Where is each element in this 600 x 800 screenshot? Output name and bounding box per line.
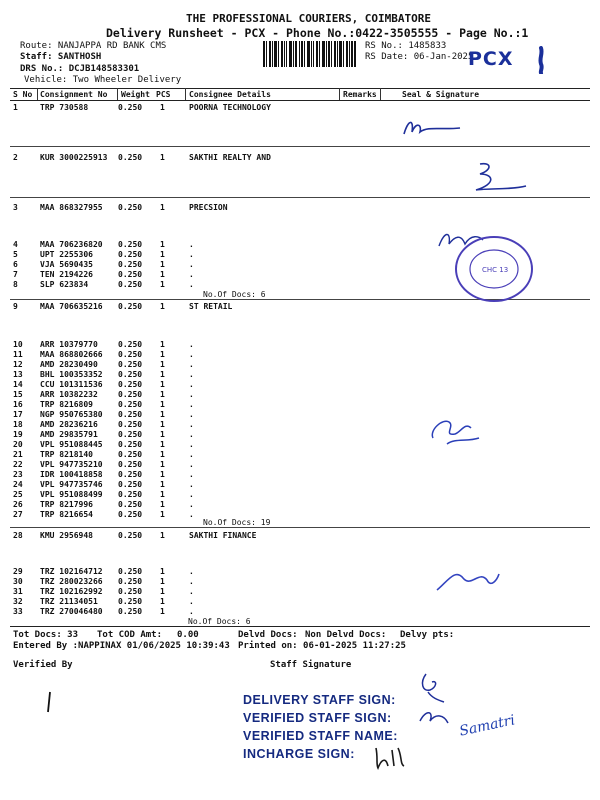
table-row	[0, 450, 600, 460]
row-consignment: VJA 5690435	[40, 260, 93, 269]
row-weight: 0.250	[118, 350, 143, 359]
row-weight: 0.250	[118, 203, 143, 212]
table-row	[0, 440, 600, 450]
row-detail: .	[189, 450, 194, 459]
ink-mark	[534, 46, 548, 78]
row-pcs: 1	[160, 460, 165, 469]
row-consignment: TRZ 102162992	[40, 587, 103, 596]
table-row	[0, 340, 600, 350]
row-weight: 0.250	[118, 450, 143, 459]
row-consignment: TRP 730588	[40, 103, 89, 112]
total-cod-label: Tot COD Amt:	[97, 630, 163, 640]
table-row	[0, 350, 600, 360]
company-seal	[452, 233, 538, 309]
stamp-verified-staff-name: VERIFIED STAFF NAME:	[243, 729, 398, 743]
row-pcs: 1	[160, 480, 165, 489]
row-consignment: KMU 2956948	[40, 531, 93, 540]
printed-on: Printed on: 06-01-2025 11:27:25	[238, 641, 406, 651]
row-pcs: 1	[160, 577, 165, 586]
row-consignment: TRZ 102164712	[40, 567, 103, 576]
row-sno: 5	[13, 250, 18, 259]
row-sno: 16	[13, 400, 23, 409]
row-consignment: TRP 8218140	[40, 450, 93, 459]
col-details: Consignee Details	[189, 90, 271, 99]
row-pcs: 1	[160, 340, 165, 349]
table-row	[0, 607, 600, 617]
row-consignment: KUR 3000225913	[40, 153, 108, 162]
row-weight: 0.250	[118, 410, 143, 419]
docs-count: No.Of Docs: 6	[203, 290, 266, 299]
row-detail: .	[189, 340, 194, 349]
row-consignment: UPT 2255306	[40, 250, 93, 259]
row-sno: 23	[13, 470, 23, 479]
col-remarks: Remarks	[343, 90, 377, 99]
row-sno: 20	[13, 440, 23, 449]
row-pcs: 1	[160, 607, 165, 616]
row-weight: 0.250	[118, 153, 143, 162]
row-consignment: ARR 10382232	[40, 390, 98, 399]
row-pcs: 1	[160, 370, 165, 379]
docs-count: No.Of Docs: 6	[188, 617, 251, 626]
total-docs: Tot Docs: 33	[13, 630, 79, 640]
row-pcs: 1	[160, 430, 165, 439]
row-weight: 0.250	[118, 390, 143, 399]
row-detail: .	[189, 350, 194, 359]
row-weight: 0.250	[118, 430, 143, 439]
row-detail: .	[189, 410, 194, 419]
row-detail: .	[189, 597, 194, 606]
row-sno: 10	[13, 340, 23, 349]
table-row	[0, 103, 600, 113]
row-detail: .	[189, 380, 194, 389]
row-detail: .	[189, 577, 194, 586]
signature-row-17	[427, 408, 487, 452]
table-row	[0, 410, 600, 420]
row-consignment: AMD 28236216	[40, 420, 98, 429]
row-weight: 0.250	[118, 577, 143, 586]
table-row	[0, 380, 600, 390]
row-weight: 0.250	[118, 567, 143, 576]
table-row	[0, 203, 600, 213]
row-sno: 8	[13, 280, 18, 289]
row-consignment: VPL 951088499	[40, 490, 103, 499]
row-consignment: TRZ 280023266	[40, 577, 103, 586]
row-consignment: MAA 706236820	[40, 240, 103, 249]
row-detail: .	[189, 280, 194, 289]
row-consignment: TRP 8216654	[40, 510, 93, 519]
signature-row-2	[470, 160, 530, 200]
row-sno: 33	[13, 607, 23, 616]
row-consignment: ARR 10379770	[40, 340, 98, 349]
row-sno: 12	[13, 360, 23, 369]
table-header	[0, 90, 600, 100]
col-divider	[339, 88, 340, 100]
row-sno: 31	[13, 587, 23, 596]
row-detail: .	[189, 500, 194, 509]
row-pcs: 1	[160, 280, 165, 289]
row-consignment: TRP 8216809	[40, 400, 93, 409]
row-weight: 0.250	[118, 480, 143, 489]
staff-signature-label: Staff Signature	[270, 660, 352, 670]
signature-row-29	[433, 560, 503, 608]
row-pcs: 1	[160, 597, 165, 606]
table-row	[0, 587, 600, 597]
col-divider	[380, 88, 381, 100]
row-detail: .	[189, 430, 194, 439]
group-rule	[10, 146, 590, 147]
barcode	[263, 41, 357, 67]
row-sno: 9	[13, 302, 18, 311]
row-sno: 19	[13, 430, 23, 439]
col-divider	[37, 88, 38, 100]
row-pcs: 1	[160, 400, 165, 409]
row-pcs: 1	[160, 350, 165, 359]
row-detail: .	[189, 587, 194, 596]
row-pcs: 1	[160, 490, 165, 499]
row-sno: 32	[13, 597, 23, 606]
row-detail: .	[189, 480, 194, 489]
row-weight: 0.250	[118, 302, 143, 311]
row-pcs: 1	[160, 531, 165, 540]
row-pcs: 1	[160, 250, 165, 259]
signature-row-1	[400, 112, 470, 146]
company-name: THE PROFESSIONAL COURIERS, COIMBATORE	[186, 12, 432, 25]
table-row	[0, 470, 600, 480]
row-pcs: 1	[160, 510, 165, 519]
row-detail: .	[189, 270, 194, 279]
row-weight: 0.250	[118, 240, 143, 249]
row-sno: 14	[13, 380, 23, 389]
row-detail: .	[189, 440, 194, 449]
row-sno: 27	[13, 510, 23, 519]
row-detail: SAKTHI REALTY AND	[189, 153, 271, 162]
verified-by-signature	[44, 690, 56, 718]
row-consignment: IDR 100418858	[40, 470, 103, 479]
delivered-docs: Delvd Docs:	[238, 630, 298, 640]
row-pcs: 1	[160, 500, 165, 509]
row-pcs: 1	[160, 420, 165, 429]
row-sno: 29	[13, 567, 23, 576]
table-row	[0, 420, 600, 430]
row-consignment: MAA 868802666	[40, 350, 103, 359]
delivery-staff-signature	[418, 672, 448, 710]
row-detail: ST RETAIL	[189, 302, 233, 311]
table-row	[0, 597, 600, 607]
row-sno: 18	[13, 420, 23, 429]
row-pcs: 1	[160, 270, 165, 279]
staff-label: Staff: SANTHOSH	[20, 52, 102, 62]
row-consignment: VPL 947735746	[40, 480, 103, 489]
row-detail: .	[189, 420, 194, 429]
row-sno: 25	[13, 490, 23, 499]
row-weight: 0.250	[118, 510, 143, 519]
row-weight: 0.250	[118, 250, 143, 259]
row-weight: 0.250	[118, 370, 143, 379]
row-pcs: 1	[160, 103, 165, 112]
row-sno: 24	[13, 480, 23, 489]
row-detail: POORNA TECHNOLOGY	[189, 103, 271, 112]
row-pcs: 1	[160, 567, 165, 576]
seal-text: CHC 13	[482, 266, 509, 274]
drs-number: DRS No.: DCJB148583301	[20, 64, 140, 74]
stamp-incharge-sign: INCHARGE SIGN:	[243, 747, 355, 761]
table-top-rule	[10, 88, 590, 89]
row-detail: .	[189, 490, 194, 499]
row-detail: .	[189, 460, 194, 469]
row-detail: .	[189, 400, 194, 409]
table-row	[0, 480, 600, 490]
table-row	[0, 370, 600, 380]
row-pcs: 1	[160, 410, 165, 419]
row-pcs: 1	[160, 302, 165, 311]
table-row	[0, 390, 600, 400]
page-title: Delivery Runsheet - PCX - Phone No.:0422-3505555 - Page No.:1	[106, 26, 529, 40]
row-weight: 0.250	[118, 260, 143, 269]
row-detail: .	[189, 510, 194, 519]
header-rule	[10, 100, 590, 101]
table-row	[0, 577, 600, 587]
row-weight: 0.250	[118, 440, 143, 449]
row-sno: 4	[13, 240, 18, 249]
col-sno: S No	[13, 90, 33, 99]
row-weight: 0.250	[118, 460, 143, 469]
col-consignment: Consignment No	[40, 90, 108, 99]
row-consignment: VPL 951088445	[40, 440, 103, 449]
row-weight: 0.250	[118, 587, 143, 596]
row-pcs: 1	[160, 153, 165, 162]
table-row	[0, 567, 600, 577]
row-sno: 22	[13, 460, 23, 469]
row-detail: SAKTHI FINANCE	[189, 531, 257, 540]
row-consignment: AMD 29835791	[40, 430, 98, 439]
row-sno: 30	[13, 577, 23, 586]
row-detail: .	[189, 470, 194, 479]
row-pcs: 1	[160, 240, 165, 249]
row-detail: .	[189, 567, 194, 576]
row-consignment: AMD 28230490	[40, 360, 98, 369]
incharge-signature	[372, 742, 408, 776]
row-consignment: TEN 2194226	[40, 270, 93, 279]
table-row	[0, 430, 600, 440]
pcx-stamp: PCX	[468, 48, 514, 70]
rs-date: RS Date: 06-Jan-2025	[365, 52, 474, 62]
row-weight: 0.250	[118, 340, 143, 349]
row-weight: 0.250	[118, 607, 143, 616]
row-sno: 1	[13, 103, 18, 112]
row-sno: 15	[13, 390, 23, 399]
docs-count: No.Of Docs: 19	[203, 518, 271, 527]
row-consignment: BHL 100353352	[40, 370, 103, 379]
row-sno: 26	[13, 500, 23, 509]
rs-number: RS No.: 1485833	[365, 41, 447, 51]
verified-by: Verified By	[13, 660, 73, 670]
row-weight: 0.250	[118, 270, 143, 279]
row-pcs: 1	[160, 587, 165, 596]
row-pcs: 1	[160, 360, 165, 369]
row-sno: 11	[13, 350, 23, 359]
group-rule	[10, 527, 590, 528]
row-detail: .	[189, 370, 194, 379]
table-row	[0, 400, 600, 410]
row-weight: 0.250	[118, 280, 143, 289]
row-sno: 6	[13, 260, 18, 269]
row-pcs: 1	[160, 450, 165, 459]
col-weight: Weight	[121, 90, 150, 99]
table-row	[0, 531, 600, 541]
row-detail: .	[189, 607, 194, 616]
col-divider	[117, 88, 118, 100]
row-detail: .	[189, 260, 194, 269]
delivery-points: Delvy pts:	[400, 630, 455, 640]
row-consignment: NGP 950765380	[40, 410, 103, 419]
row-sno: 3	[13, 203, 18, 212]
non-delivered-docs: Non Delvd Docs:	[305, 630, 387, 640]
handwritten-staff-name: Samatri	[457, 712, 517, 740]
row-sno: 7	[13, 270, 18, 279]
row-sno: 13	[13, 370, 23, 379]
table-row	[0, 490, 600, 500]
row-pcs: 1	[160, 203, 165, 212]
row-consignment: CCU 101311536	[40, 380, 103, 389]
total-cod-value: 0.00	[177, 630, 199, 640]
row-sno: 21	[13, 450, 23, 459]
row-consignment: SLP 623834	[40, 280, 89, 289]
row-weight: 0.250	[118, 420, 143, 429]
row-weight: 0.250	[118, 531, 143, 540]
row-consignment: MAA 706635216	[40, 302, 103, 311]
row-detail: .	[189, 390, 194, 399]
col-seal: Seal & Signature	[402, 90, 480, 99]
stamp-delivery-staff-sign: DELIVERY STAFF SIGN:	[243, 693, 396, 707]
table-row	[0, 510, 600, 520]
row-consignment: TRZ 21134051	[40, 597, 98, 606]
row-weight: 0.250	[118, 500, 143, 509]
stamp-verified-staff-sign: VERIFIED STAFF SIGN:	[243, 711, 392, 725]
row-weight: 0.250	[118, 490, 143, 499]
row-weight: 0.250	[118, 360, 143, 369]
row-pcs: 1	[160, 440, 165, 449]
table-row	[0, 360, 600, 370]
row-sno: 28	[13, 531, 23, 540]
verified-staff-signature	[416, 707, 452, 733]
row-weight: 0.250	[118, 400, 143, 409]
row-detail: PRECSION	[189, 203, 228, 212]
row-weight: 0.250	[118, 103, 143, 112]
row-pcs: 1	[160, 390, 165, 399]
row-consignment: MAA 868327955	[40, 203, 103, 212]
row-pcs: 1	[160, 380, 165, 389]
row-detail: .	[189, 250, 194, 259]
row-detail: .	[189, 360, 194, 369]
table-row	[0, 500, 600, 510]
row-sno: 17	[13, 410, 23, 419]
row-weight: 0.250	[118, 470, 143, 479]
row-pcs: 1	[160, 470, 165, 479]
row-consignment: TRP 8217996	[40, 500, 93, 509]
row-sno: 2	[13, 153, 18, 162]
entered-by: Entered By :NAPPINAX 01/06/2025 10:39:43	[13, 641, 230, 651]
row-weight: 0.250	[118, 380, 143, 389]
route-label: Route: NANJAPPA RD BANK CMS	[20, 41, 167, 51]
col-pcs: PCS	[156, 90, 171, 99]
row-weight: 0.250	[118, 597, 143, 606]
row-consignment: TRZ 270046480	[40, 607, 103, 616]
table-bottom-rule	[10, 626, 590, 627]
row-detail: .	[189, 240, 194, 249]
vehicle-label: Vehicle: Two Wheeler Delivery	[24, 75, 182, 85]
col-divider	[185, 88, 186, 100]
row-pcs: 1	[160, 260, 165, 269]
row-consignment: VPL 947735210	[40, 460, 103, 469]
table-row	[0, 460, 600, 470]
